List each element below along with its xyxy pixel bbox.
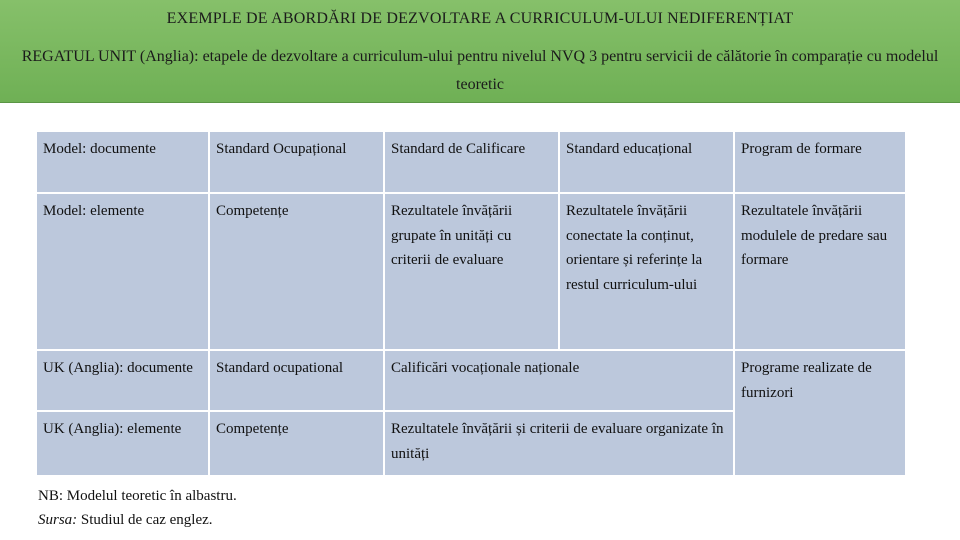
source-text: Studiul de caz englez. xyxy=(77,512,213,528)
page-title: EXEMPLE DE ABORDĂRI DE DEZVOLTARE A CURRICULUM-ULUI NEDIFERENȚIAT xyxy=(166,10,794,27)
table-cell: Rezultatele învățării grupate în unități cu criterii de evaluare xyxy=(384,193,559,350)
table-cell-merged: Rezultatele învățării și criterii de evaluare organizate în unități xyxy=(384,411,734,476)
table-cell: Rezultatele învățării conectate la conținut, orientare și referințe la restul curriculum-ului xyxy=(559,193,734,350)
table-cell: Standard Ocupațional xyxy=(209,131,384,193)
table-cell: Model: documente xyxy=(36,131,209,193)
table-cell: Standard educațional xyxy=(559,131,734,193)
header-bar xyxy=(0,0,960,103)
table-cell: UK (Anglia): elemente xyxy=(36,411,209,476)
comparison-table xyxy=(35,130,905,475)
table-cell-merged: Calificări vocaționale naționale xyxy=(384,350,734,411)
table-cell: Standard de Calificare xyxy=(384,131,559,193)
source-label: Sursa: xyxy=(38,512,78,528)
source-line xyxy=(38,508,538,532)
table-cell: Competențe xyxy=(209,193,384,350)
table-cell: Competențe xyxy=(209,411,384,476)
footnotes xyxy=(38,484,538,532)
table-cell: Model: elemente xyxy=(36,193,209,350)
table-cell: UK (Anglia): documente xyxy=(36,350,209,411)
page-subtitle: REGATUL UNIT (Anglia): etapele de dezvoltare a curriculum-ului pentru nivelul NVQ 3 pentru servicii de călătorie în comparație cu modelul teoretic xyxy=(21,48,939,93)
note-line: NB: Modelul teoretic în albastru. xyxy=(38,488,237,504)
table-row xyxy=(36,131,906,193)
table-row xyxy=(36,193,906,350)
table-cell: Program de formare xyxy=(734,131,906,193)
table-cell: Rezultatele învățării modulele de predare sau formare xyxy=(734,193,906,350)
table-cell-merged: Programe realizate de furnizori xyxy=(734,350,906,476)
table-row xyxy=(36,350,906,411)
table-cell: Standard ocupational xyxy=(209,350,384,411)
